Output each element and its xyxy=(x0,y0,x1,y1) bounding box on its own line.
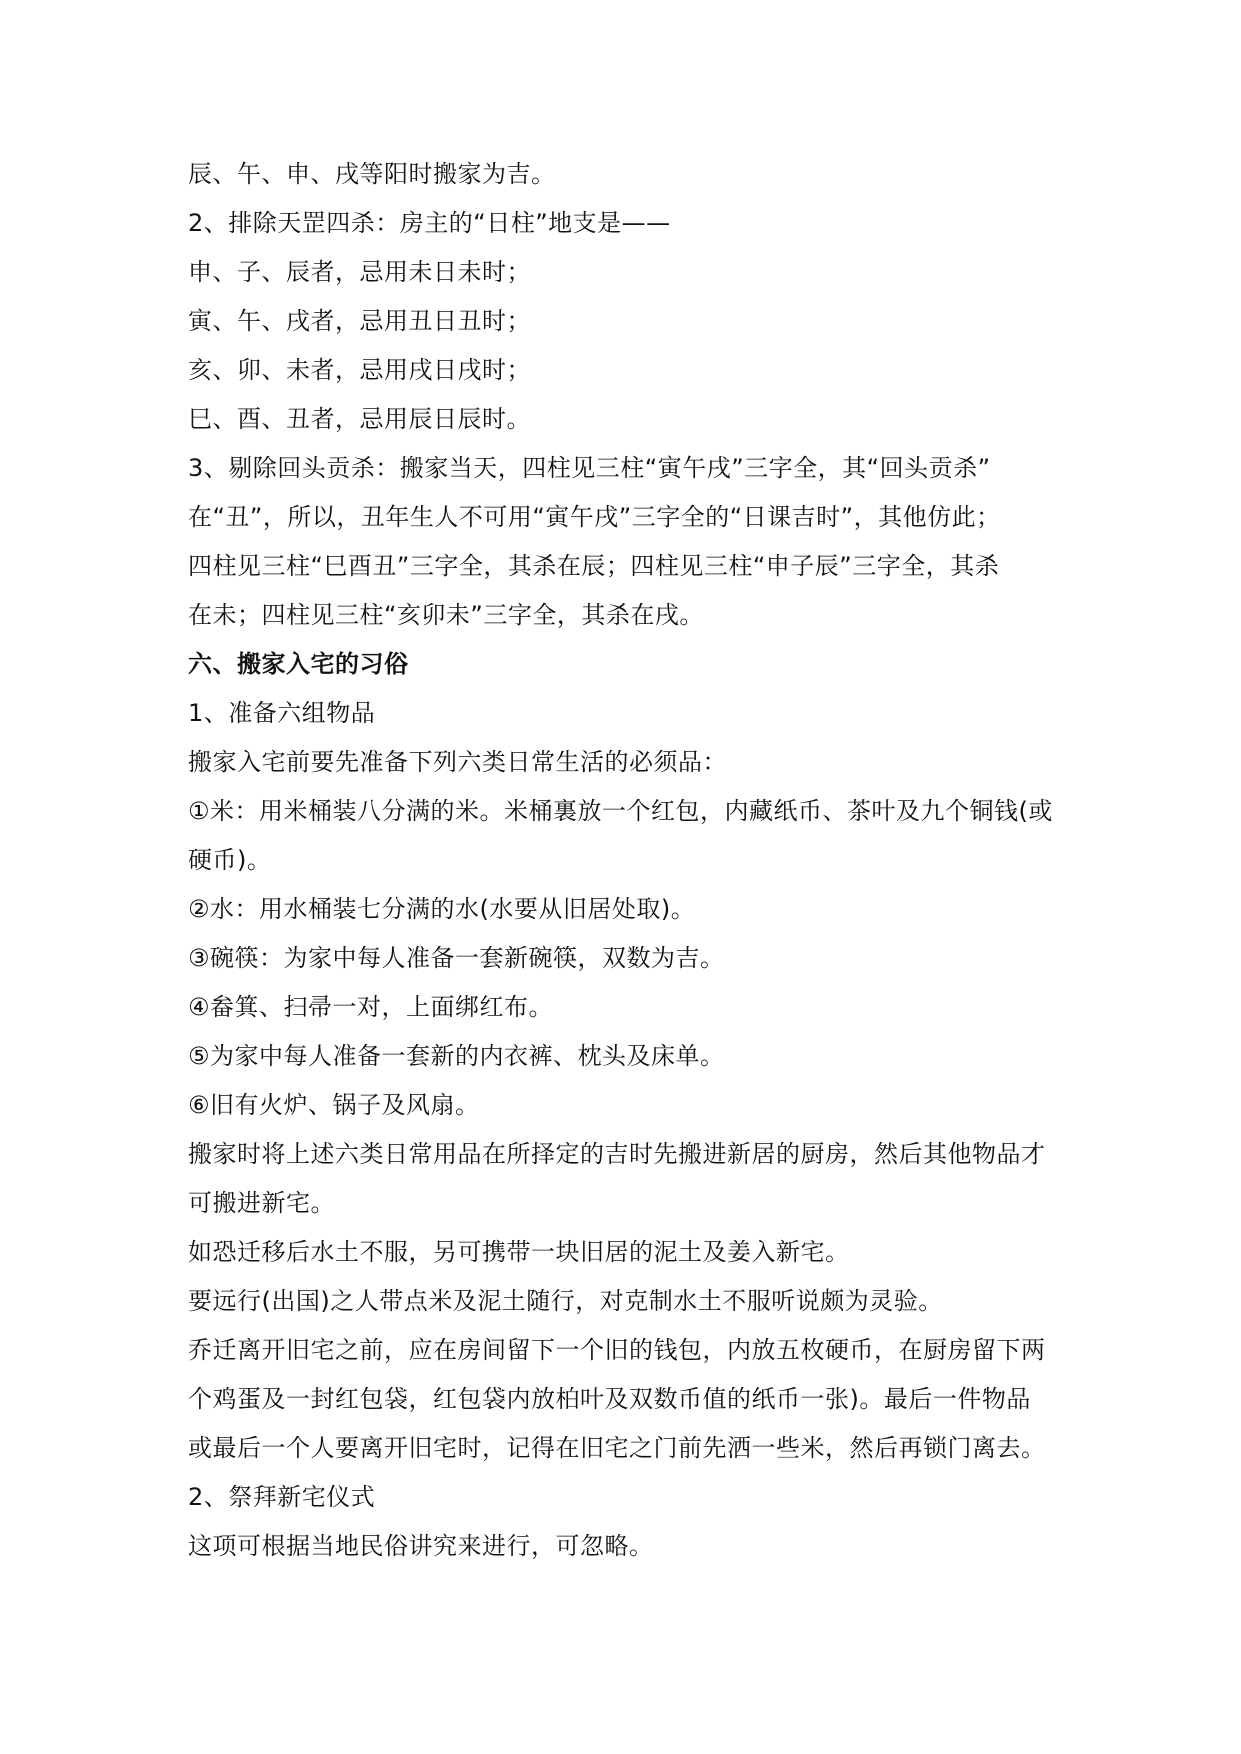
document-page xyxy=(188,150,1058,1571)
text-line: 2、排除天罡四杀：房主的“日柱”地支是—— xyxy=(188,209,671,237)
text-line: 在“丑”，所以，丑年生人不可用“寅午戌”三字全的“日课吉时”，其他仿此； xyxy=(188,503,1001,531)
text-line: 在未；四柱见三柱“亥卯未”三字全，其杀在戌。 xyxy=(188,601,704,629)
text-line: 硬币)。 xyxy=(188,846,272,874)
text-line: 要远行(出国)之人带点米及泥土随行，对克制水土不服听说颇为灵验。 xyxy=(188,1287,943,1315)
text-line: 搬家入宅前要先准备下列六类日常生活的必须品： xyxy=(188,748,727,776)
text-line: 寅、午、戌者，忌用丑日丑时； xyxy=(188,307,531,335)
text-line: 亥、卯、未者，忌用戌日戌时； xyxy=(188,356,531,384)
text-line: 或最后一个人要离开旧宅时，记得在旧宅之门前先洒一些米，然后再锁门离去。 xyxy=(188,1434,1046,1462)
list-item: ④畚箕、扫帚一对，上面绑红布。 xyxy=(188,993,554,1021)
list-item: ⑤为家中每人准备一套新的内衣裤、枕头及床单。 xyxy=(188,1042,725,1070)
text-line: 可搬进新宅。 xyxy=(188,1189,335,1217)
text-line: 搬家时将上述六类日常用品在所择定的吉时先搬进新居的厨房，然后其他物品才 xyxy=(188,1140,1046,1168)
text-line: 巳、酉、丑者，忌用辰日辰时。 xyxy=(188,405,531,433)
text-line: 3、剔除回头贡杀：搬家当天，四柱见三柱“寅午戌”三字全，其“回头贡杀” xyxy=(188,454,991,482)
text-line: 辰、午、申、戌等阳时搬家为吉。 xyxy=(188,160,556,188)
text-line: 这项可根据当地民俗讲究来进行，可忽略。 xyxy=(188,1532,654,1560)
text-line: 乔迁离开旧宅之前，应在房间留下一个旧的钱包，内放五枚硬币，在厨房留下两 xyxy=(188,1336,1046,1364)
text-line: 如恐迁移后水土不服，另可携带一块旧居的泥土及姜入新宅。 xyxy=(188,1238,850,1266)
text-line: 四柱见三柱“巳酉丑”三字全，其杀在辰；四柱见三柱“申子辰”三字全，其杀 xyxy=(188,552,1000,580)
section-heading: 六、搬家入宅的习俗 xyxy=(188,650,409,678)
list-item: ⑥旧有火炉、锅子及风扇。 xyxy=(188,1091,480,1119)
text-line: 个鸡蛋及一封红包袋，红包袋内放柏叶及双数币值的纸币一张)。最后一件物品 xyxy=(188,1385,1031,1413)
list-item: ③碗筷：为家中每人准备一套新碗筷，双数为吉。 xyxy=(188,944,725,972)
text-line: 申、子、辰者，忌用未日未时； xyxy=(188,258,531,286)
list-item: ②水：用水桶装七分满的水(水要从旧居处取)。 xyxy=(188,895,696,923)
list-item: ①米：用米桶装八分满的米。米桶裏放一个红包，内藏纸币、茶叶及九个铜钱(或 xyxy=(188,797,1053,825)
subsection-title: 2、祭拜新宅仪式 xyxy=(188,1483,376,1511)
subsection-title: 1、准备六组物品 xyxy=(188,699,376,727)
